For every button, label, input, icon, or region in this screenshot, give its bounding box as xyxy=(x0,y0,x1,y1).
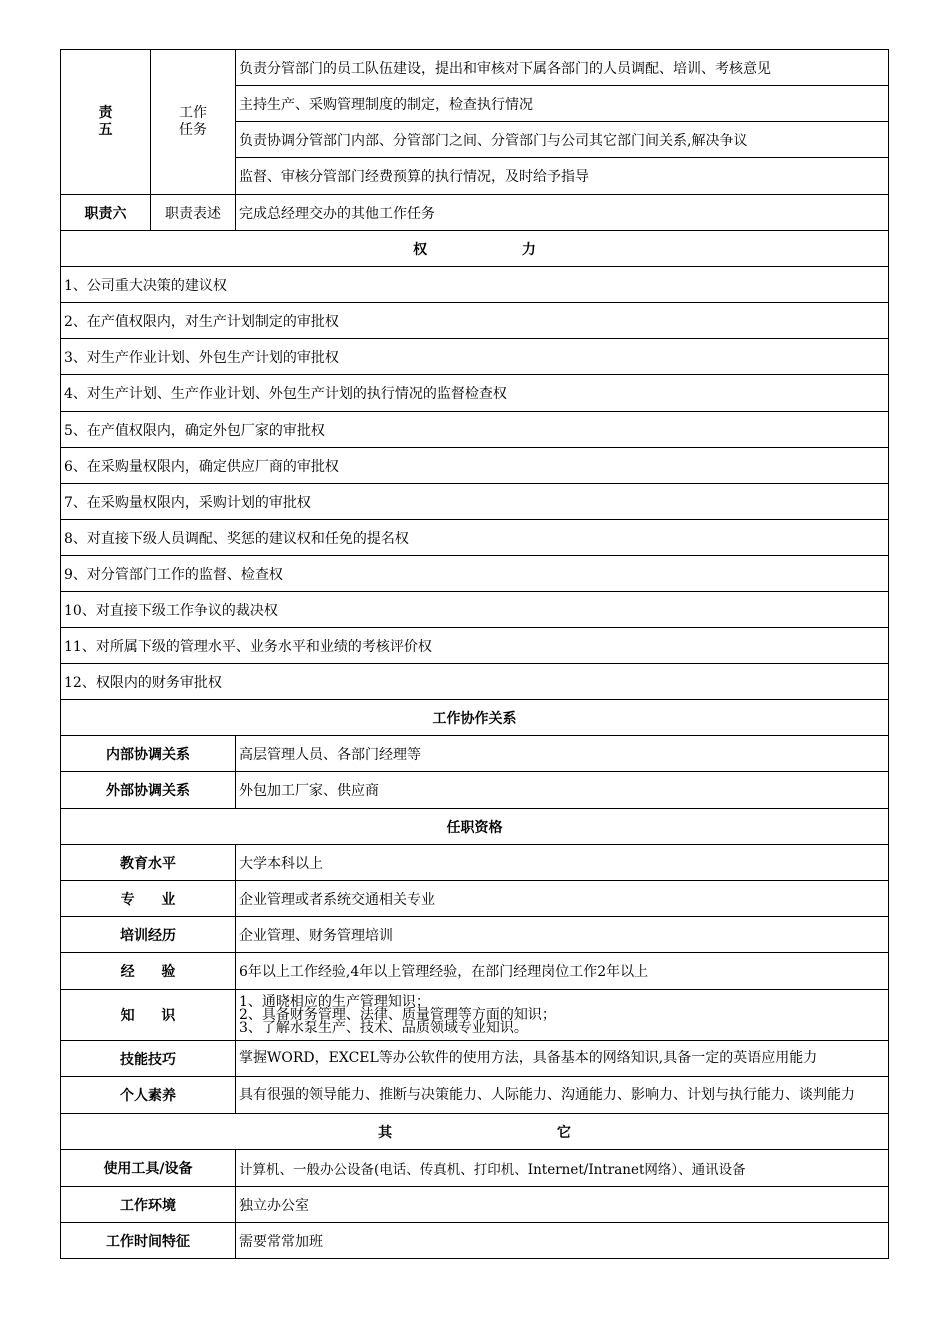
duty6-text: 完成总经理交办的其他工作任务 xyxy=(236,195,889,231)
duty5-row xyxy=(61,50,889,86)
duty5-task: 负责分管部门的员工队伍建设，提出和审核对下属各部门的人员调配、培训、考核意见 xyxy=(236,50,889,86)
tools-value: 计算机、一般办公设备(电话、传真机、打印机、Internet/Intranet网络）、通讯设备 xyxy=(236,1150,889,1187)
power-item: 10、对直接下级工作争议的裁决权 xyxy=(61,592,889,628)
qualities-value: 具有很强的领导能力、推断与决策能力、人际能力、沟通能力、影响力、计划与执行能力、谈判能力 xyxy=(236,1077,889,1114)
environment-label: 工作环境 xyxy=(61,1187,236,1223)
job-description-table xyxy=(60,49,889,1259)
power-item: 8、对直接下级人员调配、奖惩的建议权和任免的提名权 xyxy=(61,520,889,556)
knowledge-label: 知 识 xyxy=(61,990,236,1041)
duty6-label: 职责六 xyxy=(61,195,151,231)
power-item: 2、在产值权限内，对生产计划制定的审批权 xyxy=(61,303,889,339)
power-item: 3、对生产作业计划、外包生产计划的审批权 xyxy=(61,339,889,375)
skills-value: 掌握WORD，EXCEL等办公软件的使用方法，具备基本的网络知识,具备一定的英语应用能力 xyxy=(236,1041,889,1077)
education-label: 教育水平 xyxy=(61,845,236,881)
knowledge-line: 1、通晓相应的生产管理知识； xyxy=(239,993,430,1010)
training-label: 培训经历 xyxy=(61,917,236,953)
knowledge-value xyxy=(236,990,889,1041)
power-item: 9、对分管部门工作的监督、检查权 xyxy=(61,556,889,592)
power-item: 11、对所属下级的管理水平、业务水平和业绩的考核评价权 xyxy=(61,628,889,664)
power-item: 4、对生产计划、生产作业计划、外包生产计划的执行情况的监督检查权 xyxy=(61,375,889,412)
knowledge-line: 2、具备财务管理、法律、质量管理等方面的知识； xyxy=(239,1006,556,1023)
duty5-label: 责 五 xyxy=(61,50,151,195)
internal-coord-value: 高层管理人员、各部门经理等 xyxy=(236,736,889,772)
experience-value: 6年以上工作经验,4年以上管理经验，在部门经理岗位工作2年以上 xyxy=(236,953,889,990)
power-item: 7、在采购量权限内，采购计划的审批权 xyxy=(61,484,889,520)
duty6-sublabel: 职责表述 xyxy=(151,195,236,231)
powers-title: 权 力 xyxy=(61,231,889,267)
worktime-label: 工作时间特征 xyxy=(61,1223,236,1259)
education-value: 大学本科以上 xyxy=(236,845,889,881)
worktime-value: 需要常常加班 xyxy=(236,1223,889,1259)
power-item: 12、权限内的财务审批权 xyxy=(61,664,889,700)
duty6-row xyxy=(61,195,889,231)
internal-coord-label: 内部协调关系 xyxy=(61,736,236,772)
experience-label: 经 验 xyxy=(61,953,236,990)
power-item: 1、公司重大决策的建议权 xyxy=(61,267,889,303)
cooperation-title: 工作协作关系 xyxy=(61,700,889,736)
skills-label: 技能技巧 xyxy=(61,1041,236,1077)
environment-value: 独立办公室 xyxy=(236,1187,889,1223)
power-item: 6、在采购量权限内，确定供应厂商的审批权 xyxy=(61,448,889,484)
major-value: 企业管理或者系统交通相关专业 xyxy=(236,881,889,917)
duty5-task: 监督、审核分管部门经费预算的执行情况，及时给予指导 xyxy=(236,158,889,195)
other-title: 其 它 xyxy=(61,1114,889,1150)
duty5-task: 主持生产、采购管理制度的制定，检查执行情况 xyxy=(236,86,889,122)
tools-label: 使用工具/设备 xyxy=(61,1150,236,1187)
power-item: 5、在产值权限内，确定外包厂家的审批权 xyxy=(61,412,889,448)
external-coord-value: 外包加工厂家、供应商 xyxy=(236,772,889,809)
training-value: 企业管理、财务管理培训 xyxy=(236,917,889,953)
qualities-label: 个人素养 xyxy=(61,1077,236,1114)
knowledge-line: 3、了解水泵生产、技术、品质领域专业知识。 xyxy=(239,1019,528,1036)
major-label: 专 业 xyxy=(61,881,236,917)
external-coord-label: 外部协调关系 xyxy=(61,772,236,809)
duty5-task: 负责协调分管部门内部、分管部门之间、分管部门与公司其它部门间关系,解决争议 xyxy=(236,122,889,158)
qualifications-title: 任职资格 xyxy=(61,809,889,845)
duty5-sublabel: 工作 任务 xyxy=(151,50,236,195)
